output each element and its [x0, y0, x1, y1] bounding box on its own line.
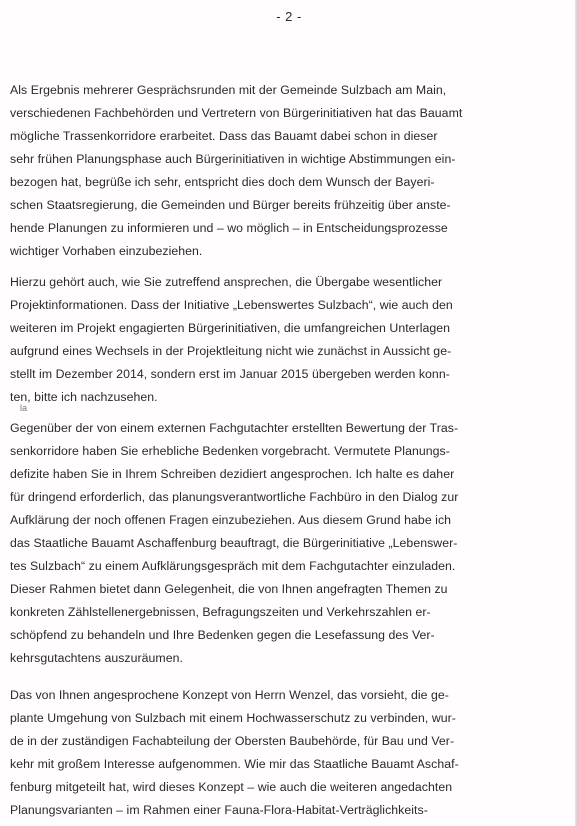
paragraph-wenzel-concept [10, 684, 570, 822]
text-line: stellt im Dezember 2014, sondern erst im Januar 2015 übergeben werden konn- [10, 367, 450, 381]
text-line: Planungsvarianten – im Rahmen einer Fauna-Flora-Habitat-Verträglichkeits- [10, 803, 428, 817]
text-line: aufgrund eines Wechsels in der Projektleitung nicht wie zunächst in Aussicht ge- [10, 344, 452, 358]
paragraph-results [10, 79, 570, 263]
text-line: fenburg mitgeteilt hat, wird dieses Konzept – wie auch die weiteren angedachten [10, 780, 453, 794]
text-line: Projektinformationen. Dass der Initiative „Lebenswertes Sulzbach“, wie auch den [10, 298, 453, 312]
text-line: das Staatliche Bauamt Aschaffenburg beauftragt, die Bürgerinitiative „Lebenswer- [10, 536, 458, 550]
text-line: tes Sulzbach“ zu einem Aufklärungsgespräch mit dem Fachgutachter einzuladen. [10, 559, 456, 573]
text-line: de in der zuständigen Fachabteilung der Obersten Baubehörde, für Bau und Ver- [10, 734, 455, 748]
text-line: kehrsgutachtens auszuräumen. [10, 651, 183, 665]
text-line: verschiedenen Fachbehörden und Vertretern von Bürgerinitiativen hat das Bauamt [10, 106, 463, 120]
stray-mark: la [20, 403, 28, 413]
text-line: defizite haben Sie in Ihrem Schreiben dezidiert angesprochen. Ich halte es daher [10, 467, 455, 481]
text-line: Gegenüber der von einem externen Fachgutachter erstellten Bewertung der Tras- [10, 421, 459, 435]
text-line: Dieser Rahmen bietet dann Gelegenheit, die von Ihnen angefragten Themen zu [10, 582, 448, 596]
text-line: Hierzu gehört auch, wie Sie zutreffend ansprechen, die Übergabe wesentlicher [10, 275, 443, 289]
text-line: konkreten Zählstellenergebnissen, Befragungszeiten und Verkehrszahlen er- [10, 605, 431, 619]
text-line: hende Planungen zu informieren und – wo möglich – in Entscheidungsprozesse [10, 221, 448, 235]
text-line: Das von Ihnen angesprochene Konzept von Herrn Wenzel, das vorsieht, die ge- [10, 688, 449, 702]
page-number: - 2 - [276, 9, 302, 24]
text-line: senkorridore haben Sie erhebliche Bedenken vorgebracht. Vermutete Planungs- [10, 444, 450, 458]
text-line: ten, bitte ich nachzusehen. [10, 390, 158, 404]
text-line: weiteren im Projekt engagierten Bürgerinitiativen, die umfangreichen Unterlagen [10, 321, 451, 335]
paragraph-project-info [10, 271, 570, 409]
text-line: für dringend erforderlich, das planungsverantwortliche Fachbüro in den Dialog zur [10, 490, 459, 504]
text-line: schöpfend zu behandeln und Ihre Bedenken gegen die Lesefassung des Ver- [10, 628, 435, 642]
text-line: schen Staatsregierung, die Gemeinden und Bürger bereits frühzeitig über anste- [10, 198, 451, 212]
text-line: kehr mit großem Interesse aufgenommen. Wie mir das Staatliche Bauamt Aschaf- [10, 757, 459, 771]
text-line: Aufklärung der noch offenen Fragen einzubeziehen. Aus diesem Grund habe ich [10, 513, 452, 527]
paragraph-expert-assessment [10, 417, 570, 670]
text-line: wichtiger Vorhaben einzubeziehen. [10, 244, 203, 258]
text-line: mögliche Trassenkorridore erarbeitet. Dass das Bauamt dabei schon in dieser [10, 129, 438, 143]
text-line: plante Umgehung von Sulzbach mit einem Hochwasserschutz zu verbinden, wur- [10, 711, 456, 725]
text-line: bezogen hat, begrüße ich sehr, entspricht dies doch dem Wunsch der Bayeri- [10, 175, 435, 189]
text-line: sehr frühen Planungsphase auch Bürgerinitiativen in wichtige Abstimmungen ein- [10, 152, 456, 166]
text-line: Als Ergebnis mehrerer Gesprächsrunden mit der Gemeinde Sulzbach am Main, [10, 83, 447, 97]
